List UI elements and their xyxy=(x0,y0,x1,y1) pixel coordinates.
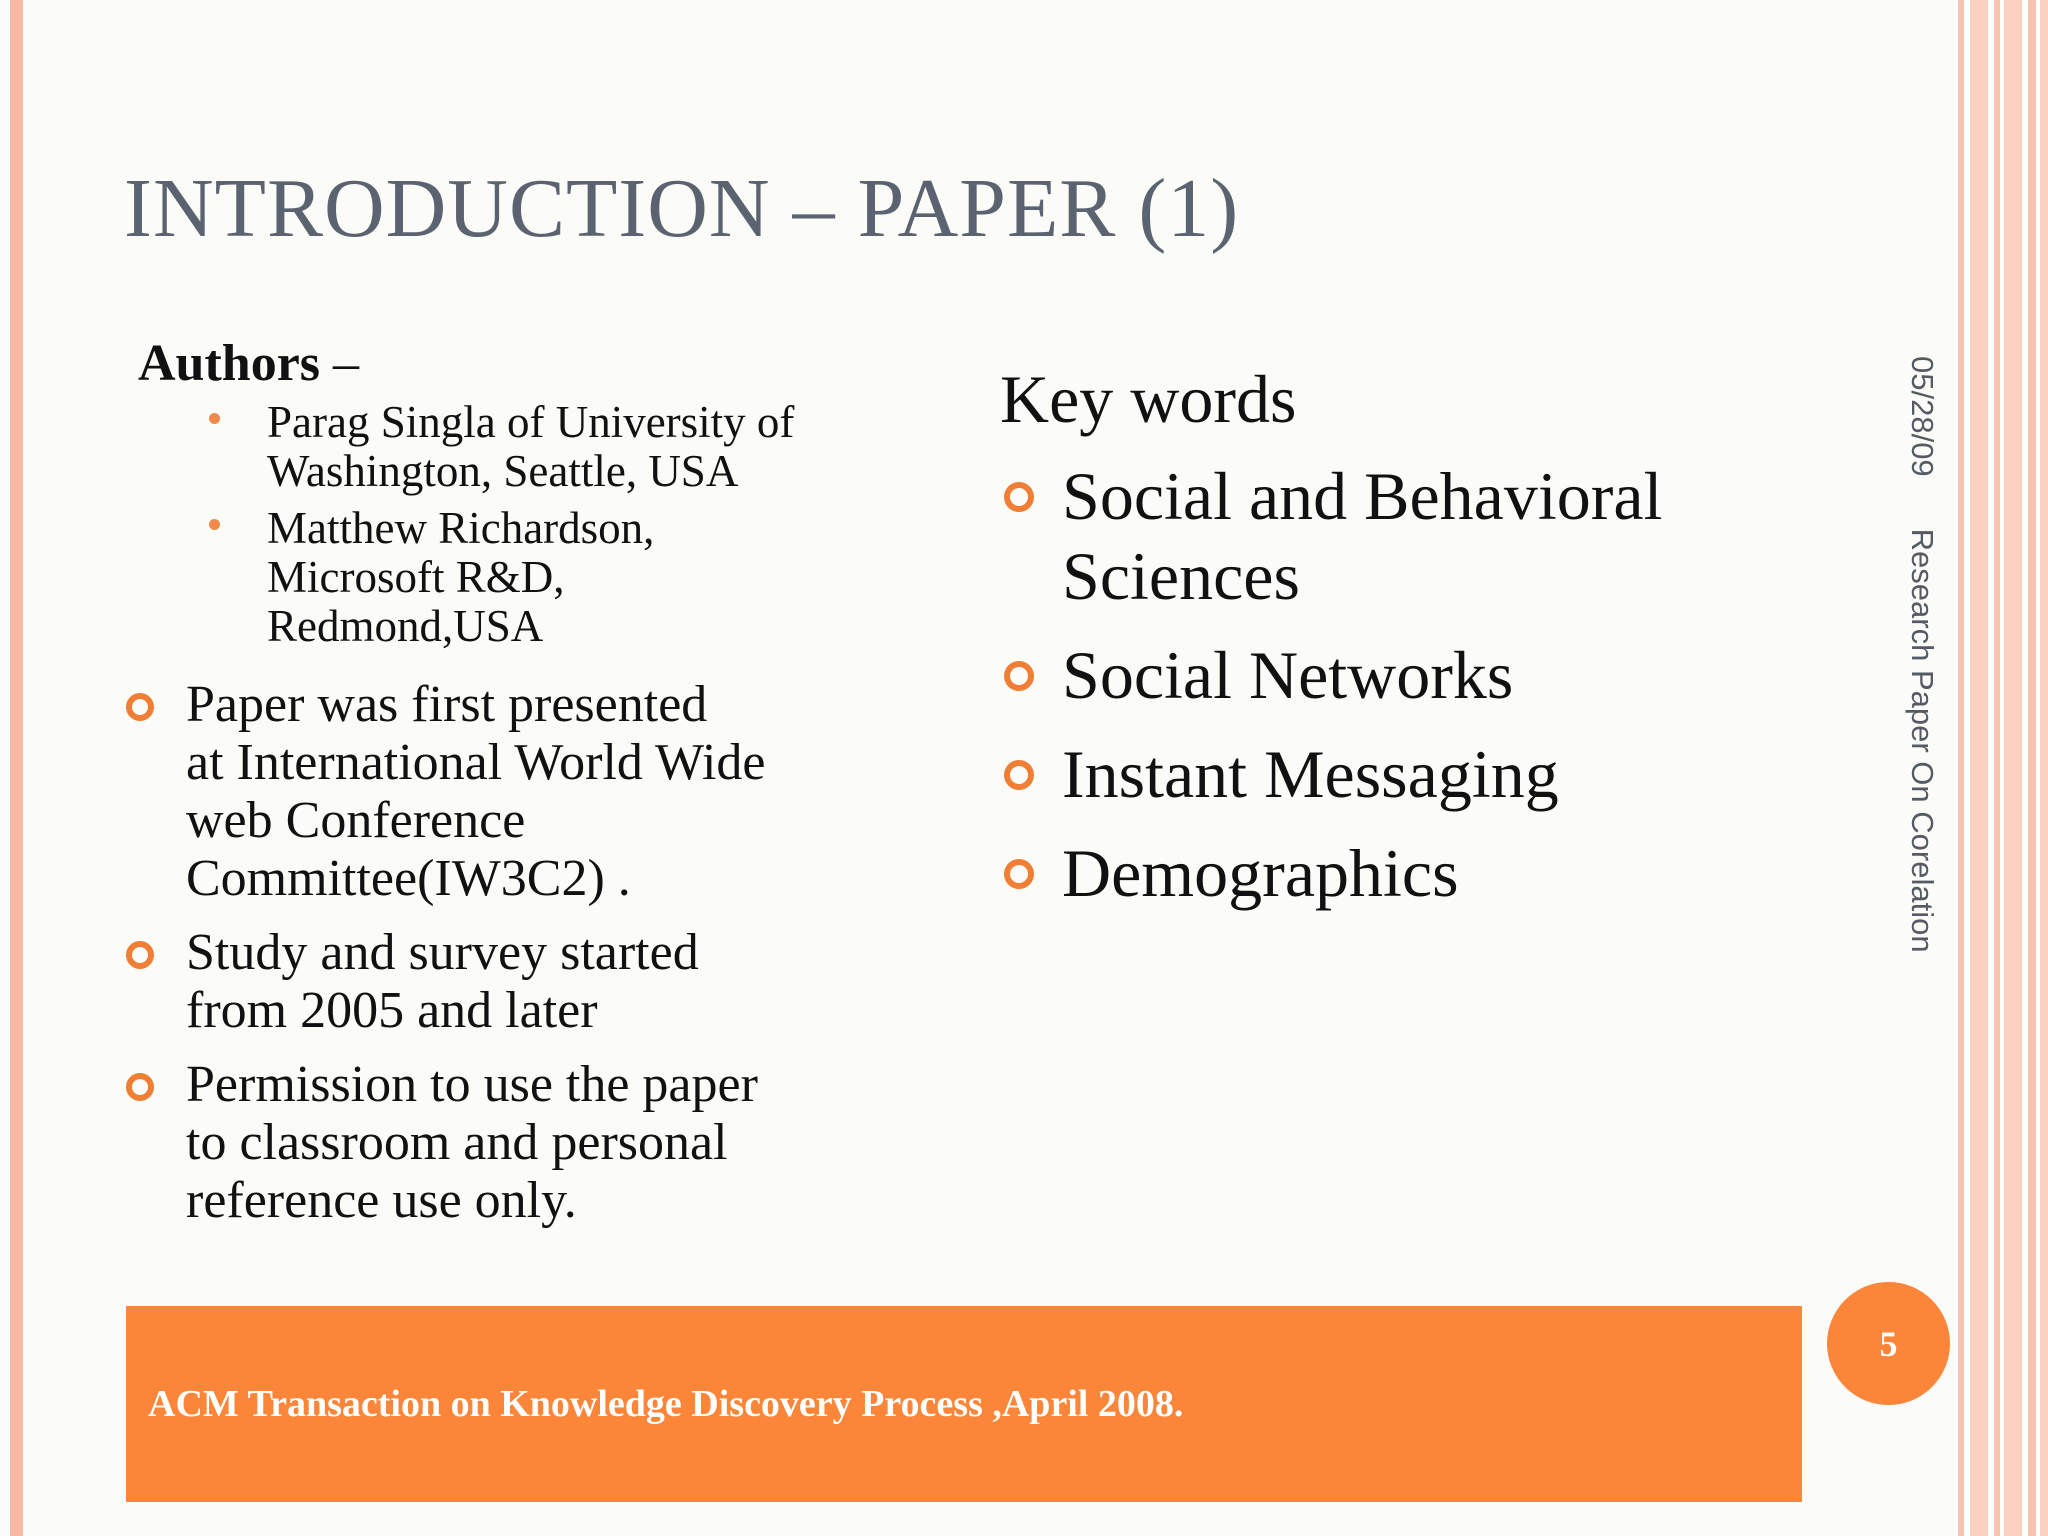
slide-title: INTRODUCTION – PAPER (1) xyxy=(124,162,1240,255)
right-stripe xyxy=(1994,0,2000,1536)
right-stripe xyxy=(1970,0,1988,1536)
bullet-dot-icon xyxy=(209,519,220,530)
keywords-heading: Key words xyxy=(1000,361,1297,437)
left-decorative-stripe xyxy=(10,0,23,1536)
list-item xyxy=(124,1056,904,1230)
bullet-line: Paper was first presented xyxy=(186,676,708,733)
keyword-item xyxy=(1000,635,1860,715)
right-stripe xyxy=(2028,0,2036,1536)
bullet-ring-icon xyxy=(126,693,154,721)
keyword-item xyxy=(1000,734,1860,814)
authors-heading-dash: – xyxy=(320,335,360,392)
bullet-line: from 2005 and later xyxy=(186,982,598,1039)
footer-citation: ACM Transaction on Knowledge Discovery Process ,April 2008. xyxy=(148,1383,1184,1425)
authors-heading-label: Authors xyxy=(138,335,321,392)
author-item xyxy=(205,398,905,496)
authors-heading xyxy=(138,334,359,393)
keyword-line: Social and Behavioral xyxy=(1062,458,1663,534)
list-item xyxy=(124,676,904,908)
side-title: Research Paper On Corelation xyxy=(1905,528,1940,953)
bullet-line: Committee(IW3C2) . xyxy=(186,850,631,907)
bullet-ring-icon xyxy=(126,1073,154,1101)
bullet-ring-icon xyxy=(126,941,154,969)
left-bullet-list xyxy=(124,676,904,1246)
author-line: Matthew Richardson, xyxy=(267,503,655,553)
bullet-line: reference use only. xyxy=(186,1172,577,1229)
bullet-ring-icon xyxy=(1004,661,1034,691)
bullet-dot-icon xyxy=(209,413,220,424)
bullet-line: Permission to use the paper xyxy=(186,1056,758,1113)
keyword-line: Sciences xyxy=(1062,538,1300,614)
author-item xyxy=(205,504,905,651)
keyword-item xyxy=(1000,833,1860,913)
list-item xyxy=(124,924,904,1040)
bullet-ring-icon xyxy=(1004,760,1034,790)
side-date: 05/28/09 xyxy=(1905,356,1940,477)
right-stripe xyxy=(2004,0,2022,1536)
bullet-ring-icon xyxy=(1004,482,1034,512)
author-line: Washington, Seattle, USA xyxy=(267,446,739,496)
side-caption-text xyxy=(1902,356,1942,953)
bullet-line: Study and survey started xyxy=(186,924,699,981)
keyword-line: Demographics xyxy=(1062,835,1459,911)
page-number-badge xyxy=(1827,1282,1950,1405)
footer-bar xyxy=(126,1306,1802,1502)
right-stripe xyxy=(1958,0,1964,1536)
keyword-item xyxy=(1000,456,1860,616)
keyword-line: Instant Messaging xyxy=(1062,736,1559,812)
author-line: Redmond,USA xyxy=(267,601,544,651)
page-number: 5 xyxy=(1879,1323,1898,1364)
keyword-line: Social Networks xyxy=(1062,637,1514,713)
author-line: Microsoft R&D, xyxy=(267,552,565,602)
bullet-ring-icon xyxy=(1004,859,1034,889)
author-list xyxy=(205,398,905,659)
bullet-line: at International World Wide xyxy=(186,734,766,791)
side-caption xyxy=(1898,356,1942,1016)
author-line: Parag Singla of University of xyxy=(267,397,795,447)
keywords-list xyxy=(1000,456,1860,932)
right-stripe xyxy=(2040,0,2048,1536)
bullet-line: web Conference xyxy=(186,792,526,849)
bullet-line: to classroom and personal xyxy=(186,1114,728,1171)
